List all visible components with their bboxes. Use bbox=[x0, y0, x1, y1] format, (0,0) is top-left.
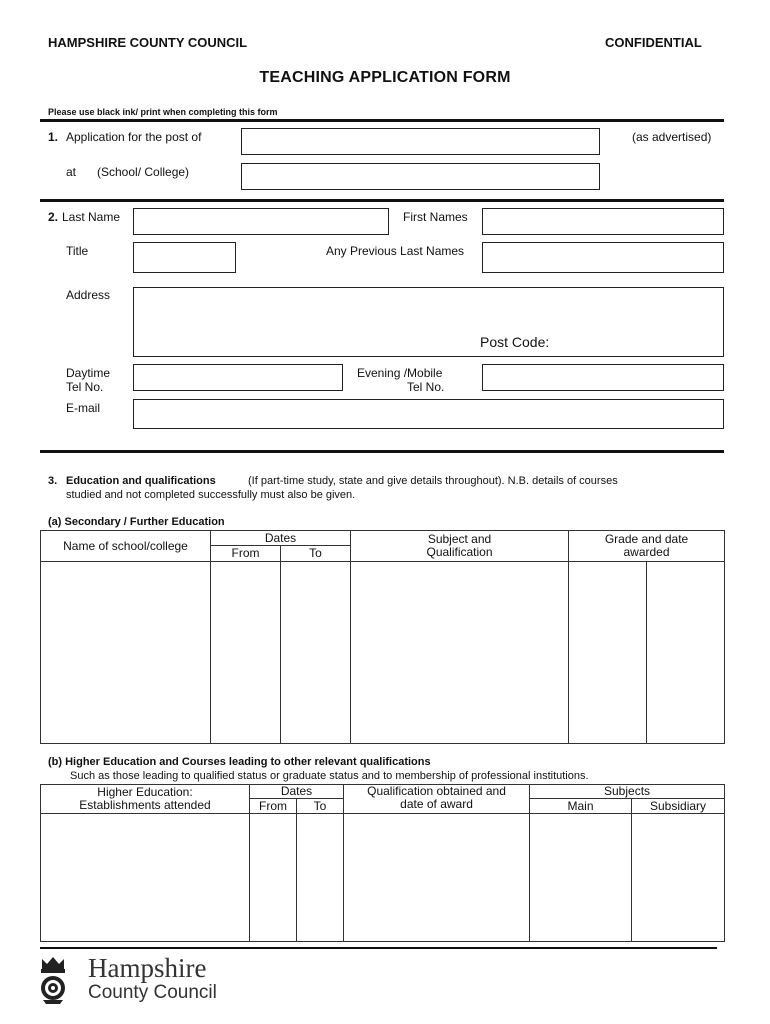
secondary-education-heading: (a) Secondary / Further Education bbox=[48, 516, 225, 528]
col-from-header: From bbox=[211, 546, 281, 562]
col-dates-header: Dates bbox=[211, 531, 351, 546]
daytime-tel-label-line1: Daytime bbox=[66, 366, 111, 380]
evening-tel-label-line2: Tel No. bbox=[407, 380, 445, 394]
form-title: TEACHING APPLICATION FORM bbox=[259, 69, 511, 86]
at-label: at bbox=[66, 165, 77, 179]
title-label: Title bbox=[66, 244, 89, 258]
evening-tel-label-line1: Evening /Mobile bbox=[357, 366, 443, 380]
col-school-header: Name of school/college bbox=[41, 531, 211, 562]
divider-section-2 bbox=[40, 199, 724, 202]
divider-top bbox=[40, 119, 724, 122]
email-label: E-mail bbox=[66, 401, 101, 415]
confidential-label: CONFIDENTIAL bbox=[605, 35, 702, 50]
col-subjects-header: Subjects bbox=[530, 785, 725, 799]
last-name-field[interactable] bbox=[133, 208, 389, 235]
section-1-number: 1. bbox=[48, 130, 59, 144]
logo-wordmark-line1: Hampshire bbox=[88, 953, 207, 983]
col-establishment-header: Higher Education: Establishments attended bbox=[41, 785, 250, 814]
higher-education-table bbox=[40, 784, 725, 942]
subsidiary-subject-cell[interactable] bbox=[632, 814, 725, 942]
secondary-education-table bbox=[40, 530, 725, 744]
post-label: Application for the post of bbox=[66, 130, 202, 144]
section-3-number: 3. bbox=[48, 475, 58, 487]
school-label: (School/ College) bbox=[97, 165, 190, 179]
post-field[interactable] bbox=[241, 128, 600, 155]
col-main-header: Main bbox=[530, 799, 632, 814]
to-cell[interactable] bbox=[297, 814, 344, 942]
address-field[interactable] bbox=[133, 287, 724, 357]
education-heading: Education and qualifications bbox=[66, 475, 216, 487]
section-2-number: 2. bbox=[48, 210, 59, 224]
council-logo bbox=[36, 953, 240, 1005]
last-name-label: Last Name bbox=[62, 210, 121, 224]
col-grade-header: Grade and date awarded bbox=[569, 531, 725, 562]
grade-cell[interactable] bbox=[569, 562, 647, 744]
col-to-header: To bbox=[281, 546, 351, 562]
col-to-header: To bbox=[297, 799, 344, 814]
col-subject-header: Subject and Qualification bbox=[351, 531, 569, 562]
evening-tel-field[interactable] bbox=[482, 364, 724, 391]
daytime-tel-field[interactable] bbox=[133, 364, 343, 391]
ink-instruction: Please use black ink/ print when completing this form bbox=[48, 107, 278, 117]
previous-names-label: Any Previous Last Names bbox=[326, 244, 465, 258]
col-dates-header: Dates bbox=[250, 785, 344, 799]
advertised-note: (as advertised) bbox=[632, 130, 712, 144]
first-names-label: First Names bbox=[403, 210, 468, 224]
to-cell[interactable] bbox=[281, 562, 351, 744]
col-qualification-header: Qualification obtained and date of award bbox=[344, 785, 530, 814]
education-note-line1: (If part-time study, state and give details throughout). N.B. details of courses bbox=[248, 475, 618, 487]
from-cell[interactable] bbox=[211, 562, 281, 744]
table-row bbox=[41, 814, 725, 942]
postcode-label: Post Code: bbox=[480, 334, 550, 350]
col-from-header: From bbox=[250, 799, 297, 814]
col-subsidiary-header: Subsidiary bbox=[632, 799, 725, 814]
subject-cell[interactable] bbox=[351, 562, 569, 744]
school-field[interactable] bbox=[241, 163, 600, 190]
previous-names-field[interactable] bbox=[482, 242, 724, 273]
council-name: HAMPSHIRE COUNTY COUNCIL bbox=[48, 35, 248, 50]
heraldic-crest-icon bbox=[38, 955, 68, 1005]
main-subject-cell[interactable] bbox=[530, 814, 632, 942]
higher-education-subheading: Such as those leading to qualified status or graduate status and to membership of professional institutions. bbox=[70, 770, 589, 782]
qualification-cell[interactable] bbox=[344, 814, 530, 942]
school-cell[interactable] bbox=[41, 562, 211, 744]
grade-date-cell[interactable] bbox=[647, 562, 725, 744]
title-field[interactable] bbox=[133, 242, 236, 273]
first-names-field[interactable] bbox=[482, 208, 724, 235]
email-field[interactable] bbox=[133, 399, 724, 429]
establishment-cell[interactable] bbox=[41, 814, 250, 942]
logo-wordmark-line2: County Council bbox=[88, 982, 217, 1003]
address-label: Address bbox=[66, 288, 111, 302]
divider-footer bbox=[40, 947, 717, 949]
from-cell[interactable] bbox=[250, 814, 297, 942]
divider-section-3 bbox=[40, 450, 724, 453]
daytime-tel-label-line2: Tel No. bbox=[66, 380, 104, 394]
higher-education-heading: (b) Higher Education and Courses leading to other relevant qualifications bbox=[48, 756, 431, 768]
education-note-line2: studied and not completed successfully must also be given. bbox=[66, 489, 356, 501]
table-row bbox=[41, 562, 725, 744]
